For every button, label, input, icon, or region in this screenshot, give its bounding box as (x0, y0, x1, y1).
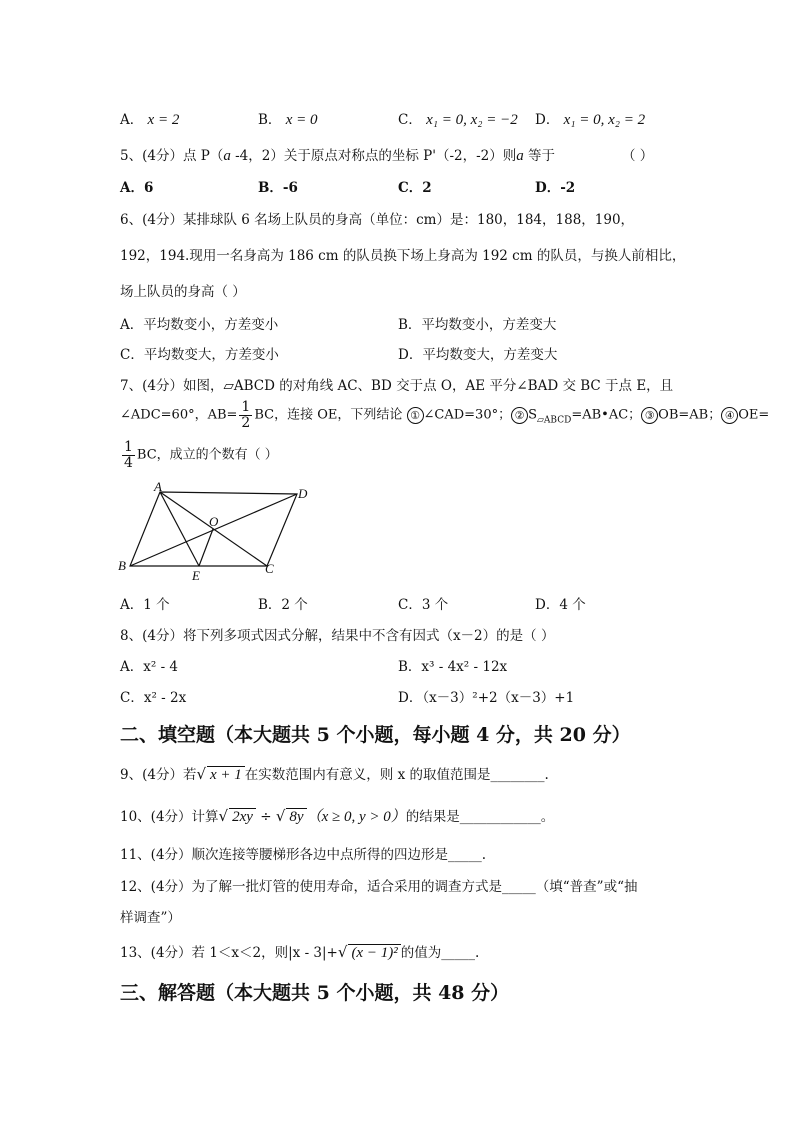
q9-prefix: 9、(4分）若 (120, 767, 197, 783)
q8-option-a: A．x² - 4 (120, 659, 179, 675)
q7-option-d: D．4 个 (535, 597, 586, 613)
q7-l2-mid: BC，连接 OE，下列结论 (254, 407, 403, 423)
q7-c4-text: OE= (738, 407, 770, 423)
q6-line2: 192，194.现用一名身高为 186 cm 的队员换下场上身高为 192 cm 的队员，与换人前相比， (120, 248, 686, 264)
q5-prefix: 5、(4分）点 P（ (120, 148, 224, 164)
q5-stem (120, 144, 555, 165)
q6-line1: 6、(4分）某排球队 6 名场上队员的身高（单位：cm）是：180，184，188，190， (120, 212, 635, 228)
q7-line1: 7、(4分）如图，▱ABCD 的对角线 AC、BD 交于点 O，AE 平分∠BAD 交 BC 于点 E，且 (120, 378, 674, 394)
q6-option-a: A．平均数变小，方差变小 (120, 317, 279, 333)
q13-suffix: 的值为_____. (400, 945, 480, 961)
frac-den: 4 (124, 454, 133, 471)
q7-c3-text: OB=AB； (658, 407, 722, 423)
q13-radicand: (x − 1)² (348, 944, 400, 962)
q5-bracket: （ ） (622, 148, 654, 164)
q4-option-d (535, 108, 645, 129)
q9-radicand: x + 1 (207, 766, 245, 784)
q10-line (120, 805, 554, 826)
option-label: C． (398, 112, 422, 128)
q5-option-d: D．-2 (535, 180, 576, 196)
q6-option-d: D．平均数变大，方差变大 (398, 347, 558, 363)
q5-mid: -4，2）关于原点对称点的坐标 P'（-2，-2）则 (230, 148, 517, 164)
q7-c2-sub: ▱ABCD (537, 415, 572, 426)
q12-line1: 12、(4分）为了解一批灯管的使用寿命，适合采用的调查方式是_____（填“普查”或“抽 (120, 879, 638, 895)
q7-option-a: A．1 个 (120, 597, 170, 613)
option-text: x = 0 (285, 112, 318, 128)
label-a: A (154, 482, 162, 494)
q5-var-a: a (223, 148, 231, 164)
q4-option-c (398, 108, 518, 129)
q5-suffix: 等于 (523, 148, 556, 164)
q7-c1-text: ∠CAD=30°； (423, 407, 512, 423)
radical-sign: √ (196, 765, 207, 783)
option-text: x₁ = 0, x₂ = −2 (426, 112, 518, 128)
q7-option-c: C．3 个 (398, 597, 449, 613)
q6-line3: 场上队员的身高（ ） (120, 284, 246, 300)
circled-4: ④ (721, 407, 738, 424)
circled-2: ② (511, 407, 528, 424)
option-label: D． (535, 112, 560, 128)
radical-sign: √ (337, 943, 348, 961)
q7-c2-s: S (528, 407, 538, 423)
circled-1: ① (407, 407, 424, 424)
diagonal-ac (160, 492, 267, 566)
q4-option-b (258, 108, 318, 129)
q10-suffix: 的结果是____________。 (405, 809, 555, 825)
q8-stem: 8、(4分）将下列多项式因式分解，结果中不含有因式（x－2）的是（ ） (120, 628, 555, 644)
q5-option-a: A．6 (120, 180, 154, 196)
q13-prefix: 13、(4分）若 1＜x＜2，则|x - 3|+ (120, 945, 338, 961)
label-d: D (298, 486, 308, 501)
frac-num: 1 (241, 399, 251, 415)
q12-line2: 样调查”） (120, 910, 181, 926)
q7-line2 (120, 400, 769, 430)
section-3-title: 三、解答题（本大题共 5 个小题，共 48 分） (120, 982, 510, 1004)
q9-line (120, 763, 549, 784)
q9-suffix: 在实数范围内有意义，则 x 的取值范围是________. (244, 767, 549, 783)
section-2-title: 二、填空题（本大题共 5 个小题，每小题 4 分，共 20 分） (120, 724, 631, 746)
option-label: B． (258, 112, 282, 128)
radical-sign: √ (275, 807, 286, 825)
q8-option-d: D．（x－3）²+2（x－3）+1 (398, 690, 575, 706)
q7-l2-start: ∠ADC=60°，AB= (120, 407, 238, 423)
segment-ae (160, 492, 199, 566)
q5-option-c: C．2 (398, 180, 432, 196)
q7-c2-text: =AB•AC； (571, 407, 642, 423)
parallelogram-figure (115, 482, 315, 582)
option-text: x = 2 (147, 112, 180, 128)
q10-prefix: 10、(4分）计算 (120, 809, 219, 825)
circled-3: ③ (641, 407, 658, 424)
segment-oe (199, 529, 213, 566)
q4-option-a (120, 108, 179, 129)
q8-option-c: C．x² - 2x (120, 690, 187, 706)
radical-sign: √ (218, 807, 229, 825)
q13-line (120, 941, 479, 962)
q10-radicand-2: 8y (286, 808, 306, 826)
q7-line3-end: BC，成立的个数有（ ） (136, 447, 278, 463)
q7-line3 (120, 440, 278, 470)
fraction-quarter (122, 440, 135, 470)
option-text: x₁ = 0, x₂ = 2 (563, 112, 646, 128)
q10-op: ÷ (255, 809, 276, 825)
q10-condition: （x ≥ 0, y > 0） (306, 809, 406, 825)
label-e: E (192, 568, 200, 582)
q8-option-b: B．x³ - 4x² - 12x (398, 659, 508, 675)
option-label: A． (120, 112, 144, 128)
fraction-half (239, 400, 252, 430)
label-c: C (265, 561, 274, 576)
frac-num: 1 (124, 439, 133, 455)
label-b: B (118, 558, 126, 573)
frac-den: 2 (241, 414, 251, 431)
q5-var-a2: a (516, 148, 524, 164)
q10-radicand-1: 2xy (229, 808, 256, 826)
q11-line: 11、(4分）顺次连接等腰梯形各边中点所得的四边形是_____. (120, 847, 487, 863)
q7-option-b: B．2 个 (258, 597, 308, 613)
q6-option-c: C．平均数变大，方差变小 (120, 347, 279, 363)
q5-option-b: B．-6 (258, 180, 298, 196)
label-o: O (209, 514, 219, 529)
q6-option-b: B．平均数变小，方差变大 (398, 317, 557, 333)
